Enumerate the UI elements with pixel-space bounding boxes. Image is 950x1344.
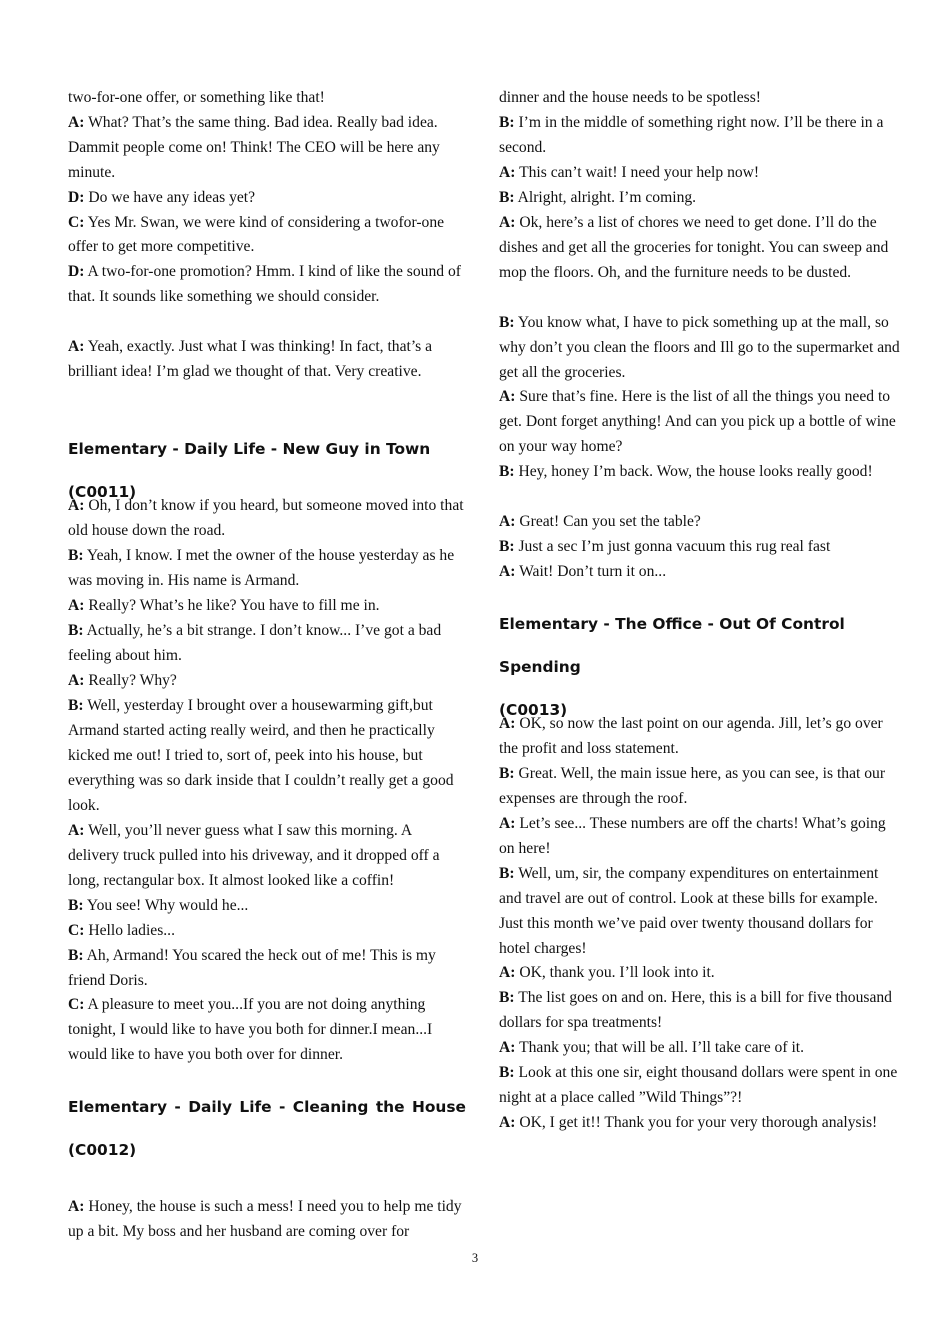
speaker-label: B:	[499, 989, 515, 1006]
dialogue-text: Do we have any ideas yet?	[84, 188, 256, 206]
page-number: 3	[471, 1251, 479, 1265]
dialogue-line	[499, 186, 904, 211]
dialogue-text: Wait! Don’t turn it on...	[515, 563, 667, 580]
speaker-label: C:	[68, 996, 85, 1013]
speaker-label: A:	[68, 1198, 85, 1215]
dialogue-text: Oh, I don’t know if you heard, but someone moved into that old house down the road.	[68, 497, 464, 539]
speaker-label: A:	[68, 113, 85, 131]
dialogue-text: Hello ladies...	[84, 922, 175, 939]
speaker-label: B:	[68, 547, 84, 564]
speaker-label: B:	[68, 947, 84, 964]
dialogue-text: Actually, he’s a bit strange. I don’t know... I’ve got a bad feeling about him.	[68, 622, 442, 664]
dialogue-text: Honey, the house is such a mess! I need you to help me tidy up a bit. My boss and her husband are coming over for	[68, 1198, 462, 1240]
speaker-label: A:	[68, 822, 85, 839]
dialogue-text: Look at this one sir, eight thousand dollars were spent in one night at a place called ”Wild Things”?!	[499, 1064, 898, 1106]
dialogue-text: I’m in the middle of something right now. I’ll be there in a second.	[499, 114, 884, 156]
dialogue-line	[68, 919, 466, 944]
dialogue-line	[499, 460, 904, 485]
dialogue-line	[499, 510, 904, 535]
speaker-label: B:	[499, 189, 515, 206]
dialogue-text: Well, um, sir, the company expenditures on entertainment and travel are out of control. Look at these bills for example. Just this month we’ve paid over twenty thousand dollars for hotel charges!	[499, 865, 879, 957]
dialogue-text: OK, thank you. I’ll look into it.	[515, 964, 715, 981]
dialogue-text: OK, I get it!! Thank you for your very thorough analysis!	[515, 1114, 878, 1131]
speaker-label: A:	[499, 1039, 516, 1056]
dialogue-line	[68, 335, 466, 385]
dialogue-text: Alright, alright. I’m coming.	[514, 189, 697, 206]
dialogue-line	[499, 86, 904, 111]
speaker-label: B:	[68, 622, 84, 639]
speaker-label: D:	[68, 263, 85, 281]
dialogue-line	[499, 1036, 904, 1061]
dialogue-text: Really? What’s he like? You have to fill me in.	[84, 597, 380, 614]
speaker-label: A:	[499, 964, 516, 981]
section-heading-c0012-line: Elementary - Daily Life - Cleaning the House	[68, 1098, 466, 1116]
dialogue-text: You see! Why would he...	[83, 897, 249, 914]
speaker-label: A:	[499, 1114, 516, 1131]
dialogue-line	[68, 86, 466, 111]
speaker-label: A:	[68, 597, 85, 614]
dialogue-line	[68, 619, 466, 669]
dialogue-text: two-for-one offer, or something like that!	[68, 89, 325, 106]
dialogue-line	[499, 762, 904, 812]
dialogue-text: This can’t wait! I need your help now!	[515, 164, 760, 181]
dialogue-line	[499, 385, 904, 460]
dialogue-line	[68, 694, 466, 819]
speaker-label: B:	[499, 538, 515, 555]
dialogue-line	[68, 260, 466, 310]
speaker-label: A:	[499, 715, 516, 732]
section-heading-c0011-line: Elementary - Daily Life - New Guy in Town (C0011)	[68, 440, 431, 501]
speaker-label: B:	[68, 697, 84, 714]
dialogue-line	[68, 1195, 466, 1245]
speaker-label: A:	[499, 513, 516, 530]
speaker-label: A:	[68, 672, 85, 689]
dialogue-line	[68, 894, 466, 919]
speaker-label: A:	[499, 815, 516, 832]
dialogue-text: Sure that’s fine. Here is the list of all the things you need to get. Dont forget anything! And can you pick up a bottle of wine on your way home?	[499, 388, 896, 455]
dialogue-line	[499, 812, 904, 862]
dialogue-text: Great. Well, the main issue here, as you can see, is that our expenses are through the roof.	[499, 765, 886, 807]
dialogue-text: dinner and the house needs to be spotless!	[499, 89, 762, 106]
speaker-label: A:	[499, 214, 516, 231]
dialogue-line	[68, 544, 466, 594]
dialogue-text: Great! Can you set the table?	[515, 513, 701, 530]
dialogue-text: A two-for-one promotion? Hmm. I kind of like the sound of that. It sounds like something we should consider.	[68, 263, 461, 306]
speaker-label: C:	[68, 922, 85, 939]
dialogue-text: OK, so now the last point on our agenda. Jill, let’s go over the profit and loss statement.	[499, 715, 883, 757]
dialogue-text: Yeah, exactly. Just what I was thinking! In fact, that’s a brilliant idea! I’m glad we thought of that. Very creative.	[68, 338, 433, 380]
dialogue-text: Yeah, I know. I met the owner of the house yesterday as he was moving in. His name is Armand.	[68, 547, 455, 589]
section-heading-c0013-line: (C0013)	[499, 701, 568, 719]
dialogue-line	[499, 1061, 904, 1111]
dialogue-line	[499, 961, 904, 986]
dialogue-line	[68, 494, 466, 544]
dialogue-text: The list goes on and on. Here, this is a bill for five thousand dollars for spa treatments!	[499, 989, 892, 1031]
speaker-label: B:	[499, 314, 515, 331]
speaker-label: D:	[68, 188, 85, 206]
dialogue-line	[68, 211, 466, 261]
section-heading-c0012-line: (C0012)	[68, 1141, 137, 1159]
speaker-label: B:	[499, 765, 515, 782]
speaker-label: B:	[499, 114, 515, 131]
dialogue-line	[499, 535, 904, 560]
dialogue-line	[68, 993, 466, 1068]
dialogue-text: Hey, honey I’m back. Wow, the house looks really good!	[514, 463, 873, 480]
dialogue-line	[499, 986, 904, 1036]
dialogue-text: What? That’s the same thing. Bad idea. Really bad idea. Dammit people come on! Think! The CEO will be here any minute.	[68, 113, 440, 181]
speaker-label: B:	[499, 865, 515, 882]
dialogue-line	[499, 862, 904, 962]
dialogue-line	[499, 1111, 904, 1136]
dialogue-text: Really? Why?	[84, 672, 177, 689]
speaker-label: B:	[499, 463, 515, 480]
dialogue-text: A pleasure to meet you...If you are not doing anything tonight, I would like to have you both for dinner.I mean...I would like to have you both over for dinner.	[68, 996, 433, 1063]
dialogue-line	[499, 311, 904, 386]
dialogue-line	[499, 560, 904, 585]
dialogue-line	[499, 211, 904, 286]
speaker-label: B:	[499, 1064, 515, 1081]
dialogue-text: Yes Mr. Swan, we were kind of considering a twofor-one offer to get more competitive.	[68, 213, 445, 256]
dialogue-line	[68, 669, 466, 694]
dialogue-line	[68, 111, 466, 186]
dialogue-line	[68, 819, 466, 894]
dialogue-text: Thank you; that will be all. I’ll take care of it.	[515, 1039, 805, 1056]
dialogue-text: You know what, I have to pick something up at the mall, so why don’t you clean the floors and Ill go to the supermarket and get all the groceries.	[499, 314, 900, 381]
speaker-label: A:	[68, 497, 85, 514]
dialogue-text: Ah, Armand! You scared the heck out of me! This is my friend Doris.	[68, 947, 436, 989]
dialogue-line	[499, 161, 904, 186]
dialogue-text: Just a sec I’m just gonna vacuum this rug real fast	[514, 538, 831, 555]
section-heading-c0013-line: Elementary - The Office - Out Of Control Spending	[499, 615, 845, 676]
speaker-label: A:	[499, 563, 516, 580]
dialogue-line	[68, 944, 466, 994]
speaker-label: B:	[68, 897, 84, 914]
dialogue-line	[499, 111, 904, 161]
dialogue-text: Well, you’ll never guess what I saw this morning. A delivery truck pulled into his driveway, and it dropped off a long, rectangular box. It almost looked like a coffin!	[68, 822, 440, 889]
dialogue-line	[499, 712, 904, 762]
speaker-label: A:	[499, 388, 516, 405]
dialogue-line	[68, 186, 466, 211]
speaker-label: A:	[499, 164, 516, 181]
dialogue-line	[68, 594, 466, 619]
section-heading-c0012	[68, 1086, 466, 1172]
speaker-label: A:	[68, 338, 85, 355]
dialogue-text: Well, yesterday I brought over a housewarming gift,but Armand started acting really weird, and then he practically kicked me out! I tried to, sort of, peek into his house, but everything was so dark inside that I couldn’t really get a good look.	[68, 697, 454, 814]
dialogue-text: Let’s see... These numbers are off the charts! What’s going on here!	[499, 815, 886, 857]
dialogue-text: Ok, here’s a list of chores we need to get done. I’ll do the dishes and get all the groceries for tonight. You can sweep and mop the floors. Oh, and the furniture needs to be dusted.	[499, 214, 889, 281]
speaker-label: C:	[68, 213, 85, 231]
